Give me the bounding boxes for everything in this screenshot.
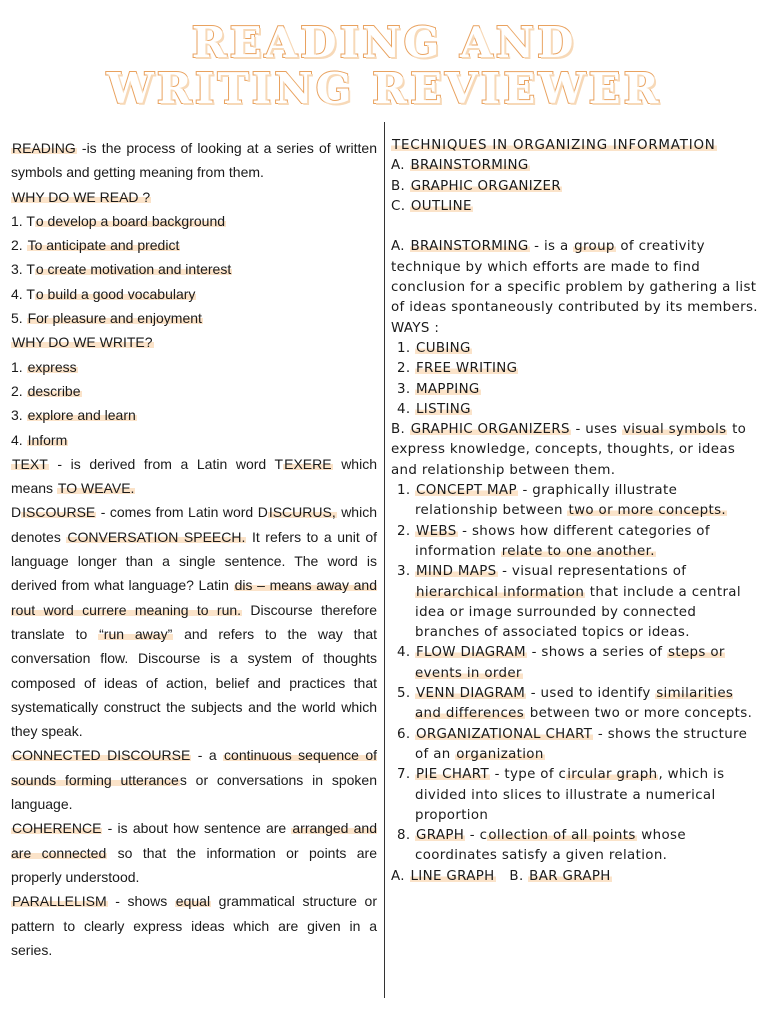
- page-title: [0, 20, 768, 112]
- coherence-definition: COHERENCE - is about how sentence are arranged and are connected so that the information or points are properly understood.: [11, 820, 377, 885]
- reading-definition: READING -is the process of looking at a series of written symbols and getting meaning from them.: [11, 140, 377, 181]
- why-write-item: 1. express: [11, 358, 77, 375]
- left-column: [11, 136, 377, 962]
- technique-item: B. GRAPHIC ORGANIZER: [391, 178, 561, 194]
- why-read-item: 2. To anticipate and predict: [11, 237, 180, 254]
- why-write-heading: WHY DO WE WRITE?: [12, 334, 153, 351]
- parallelism-definition: PARALLELISM - shows equal grammatical structure or pattern to clearly express ideas which are given in a series.: [11, 893, 377, 958]
- why-read-item: 1. To develop a board background: [11, 212, 226, 229]
- list-item: 8. GRAPH - collection of all points whose coordinates satisfy a given relation.: [397, 828, 686, 864]
- spacer: [391, 217, 763, 237]
- organizers-list: [391, 481, 763, 867]
- ways-list: [391, 339, 763, 420]
- why-read-item: 5. For pleasure and enjoyment: [11, 310, 202, 327]
- brainstorming-definition: A. BRAINSTORMING - is a group of creativity technique by which efforts are made to find conclusion for a specific problem by gathering a list of ideas spontaneously contributed by its members.: [391, 239, 758, 316]
- list-item: 6. ORGANIZATIONAL CHART - shows the structure of an organization: [397, 726, 748, 762]
- technique-item: C. OUTLINE: [391, 198, 472, 214]
- list-item: 3. MIND MAPS - visual representations of hierarchical information that include a central idea or image surrounded by connected branches of associated topics or ideas.: [397, 564, 741, 641]
- discourse-definition: DISCOURSE - comes from Latin word DISCURUS, which denotes CONVERSATION SPEECH. It refers to a unit of language longer than a single sentence. The word is derived from what language? Latin dis – means away and rout word currere meaning to run. Discourse therefore translate to “run away” and refers to the way that conversation flow. Discourse is a system of thoughts composed of ideas of action, belief and practices that systematically construct the subjects and the world which they speak.: [11, 504, 378, 740]
- list-item: 4. FLOW DIAGRAM - shows a series of steps or events in order: [397, 645, 725, 681]
- why-read-heading: WHY DO WE READ ?: [12, 188, 151, 205]
- why-write-item: 3. explore and learn: [11, 407, 136, 424]
- title-line-1: READING AND: [191, 18, 577, 67]
- list-item: 2. WEBS - shows how different categories of information relate to one another.: [397, 523, 710, 559]
- connected-discourse-definition: CONNECTED DISCOURSE - a continuous sequence of sounds forming utterances or conversations in spoken language.: [11, 747, 377, 813]
- list-item: 1. CUBING: [397, 340, 471, 356]
- graphic-organizers-definition: B. GRAPHIC ORGANIZERS - uses visual symbols to express knowledge, concepts, thoughts, or ideas and relationship between them.: [391, 422, 747, 478]
- list-item: 1. CONCEPT MAP - graphically illustrate relationship between two or more concepts.: [397, 483, 727, 519]
- technique-item: A. BRAINSTORMING: [391, 158, 529, 174]
- column-divider: [384, 122, 385, 998]
- graph-types: A. LINE GRAPH B. BAR GRAPH: [391, 868, 611, 884]
- why-write-item: 4. Inform: [11, 431, 68, 448]
- list-item: 5. VENN DIAGRAM - used to identify similarities and differences between two or more concepts.: [397, 686, 753, 722]
- list-item: 4. LISTING: [397, 401, 471, 417]
- list-item: 2. FREE WRITING: [397, 361, 518, 377]
- why-read-item: 4. To build a good vocabulary: [11, 285, 196, 302]
- list-item: 3. MAPPING: [397, 381, 480, 397]
- text-definition: TEXT - is derived from a Latin word TEXERE which means TO WEAVE.: [11, 455, 377, 497]
- why-write-item: 2. describe: [11, 382, 81, 399]
- title-line-2: WRITING REVIEWER: [106, 64, 662, 113]
- reading-term: READING: [12, 140, 76, 156]
- right-column: [391, 136, 763, 887]
- techniques-heading: TECHNIQUES IN ORGANIZING INFORMATION: [392, 138, 716, 153]
- ways-heading: WAYS :: [391, 320, 440, 336]
- list-item: 7. PIE CHART - type of circular graph, which is divided into slices to illustrate a numerical proportion: [397, 767, 725, 823]
- why-read-item: 3. To create motivation and interest: [11, 261, 232, 278]
